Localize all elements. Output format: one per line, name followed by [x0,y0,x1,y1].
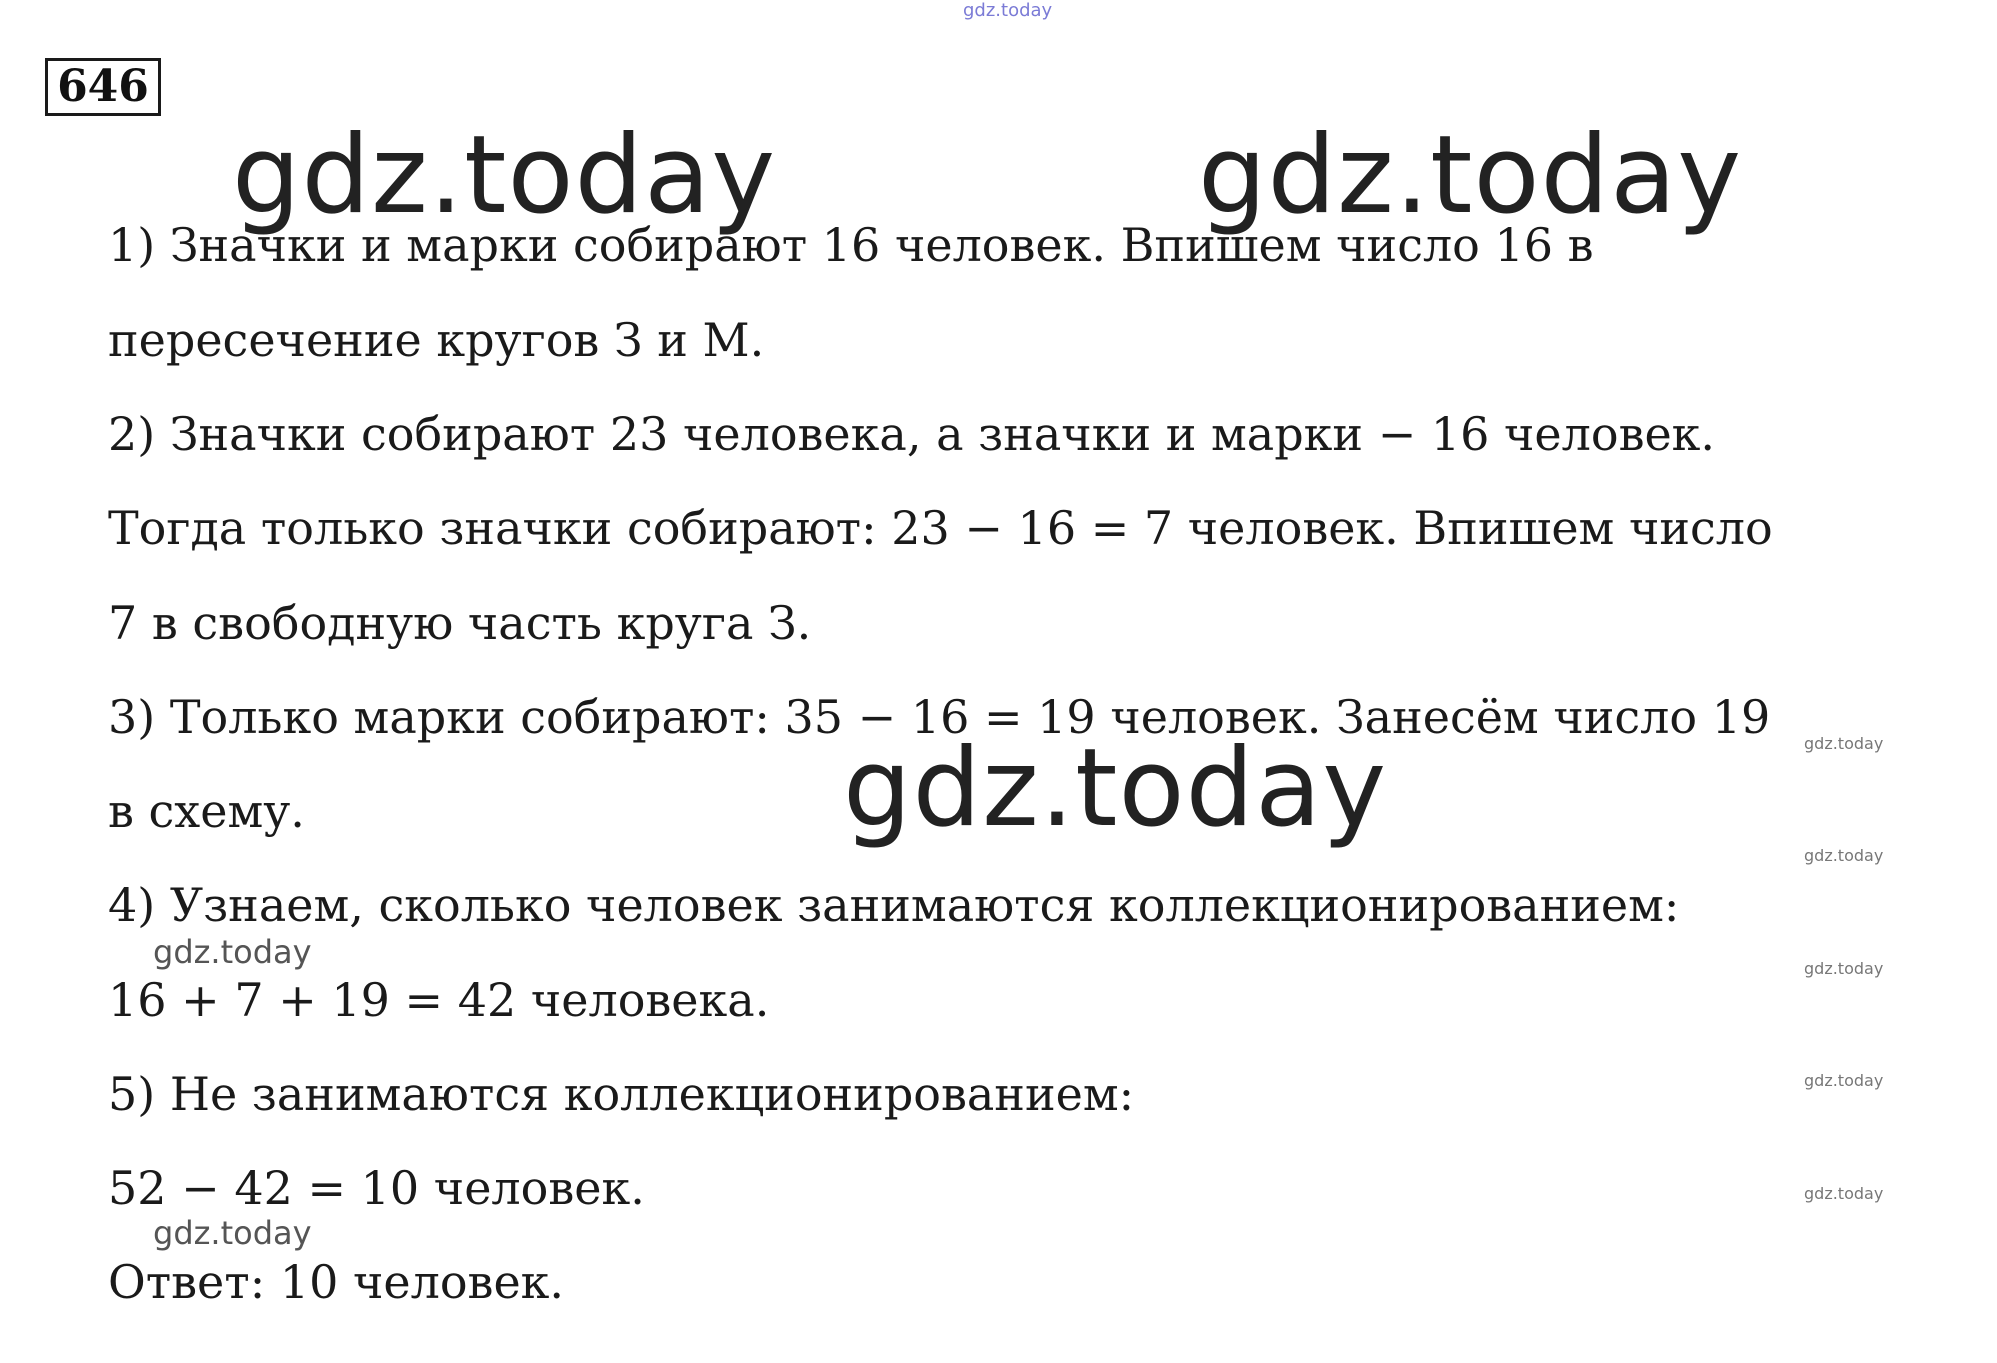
watermark-small: gdz.today [1804,1071,1884,1090]
watermark-large: gdz.today [1198,113,1743,238]
solution-line: 4) Узнаем, сколько человек занимаются коллекционированием: [108,878,1680,932]
watermark-small: gdz.today [1804,1184,1884,1203]
watermark-small: gdz.today [1804,959,1884,978]
solution-line: Ответ: 10 человек. [108,1255,565,1309]
watermark-mid: gdz.today [153,933,312,971]
solution-line: 1) Значки и марки собирают 16 человек. Впишем число 16 в [108,218,1594,272]
solution-line: пересечение кругов З и М. [108,313,765,367]
solution-line: 7 в свободную часть круга З. [108,596,812,650]
solution-line: 16 + 7 + 19 = 42 человека. [108,973,770,1027]
watermark-small: gdz.today [1804,734,1884,753]
solution-line: 5) Не занимаются коллекционированием: [108,1067,1135,1121]
watermark-small: gdz.today [1804,846,1884,865]
watermark-top: gdz.today [963,0,1053,21]
problem-number: 646 [45,58,161,116]
solution-line: 52 − 42 = 10 человек. [108,1161,645,1215]
watermark-large: gdz.today [843,726,1388,851]
solution-line: 3) Только марки собирают: 35 − 16 = 19 человек. Занесём число 19 [108,690,1771,744]
watermark-large: gdz.today [232,113,777,238]
watermark-mid: gdz.today [153,1214,312,1252]
solution-line: Тогда только значки собирают: 23 − 16 = 7 человек. Впишем число [108,501,1773,555]
solution-line: в схему. [108,784,305,838]
solution-line: 2) Значки собирают 23 человека, а значки и марки − 16 человек. [108,407,1716,461]
